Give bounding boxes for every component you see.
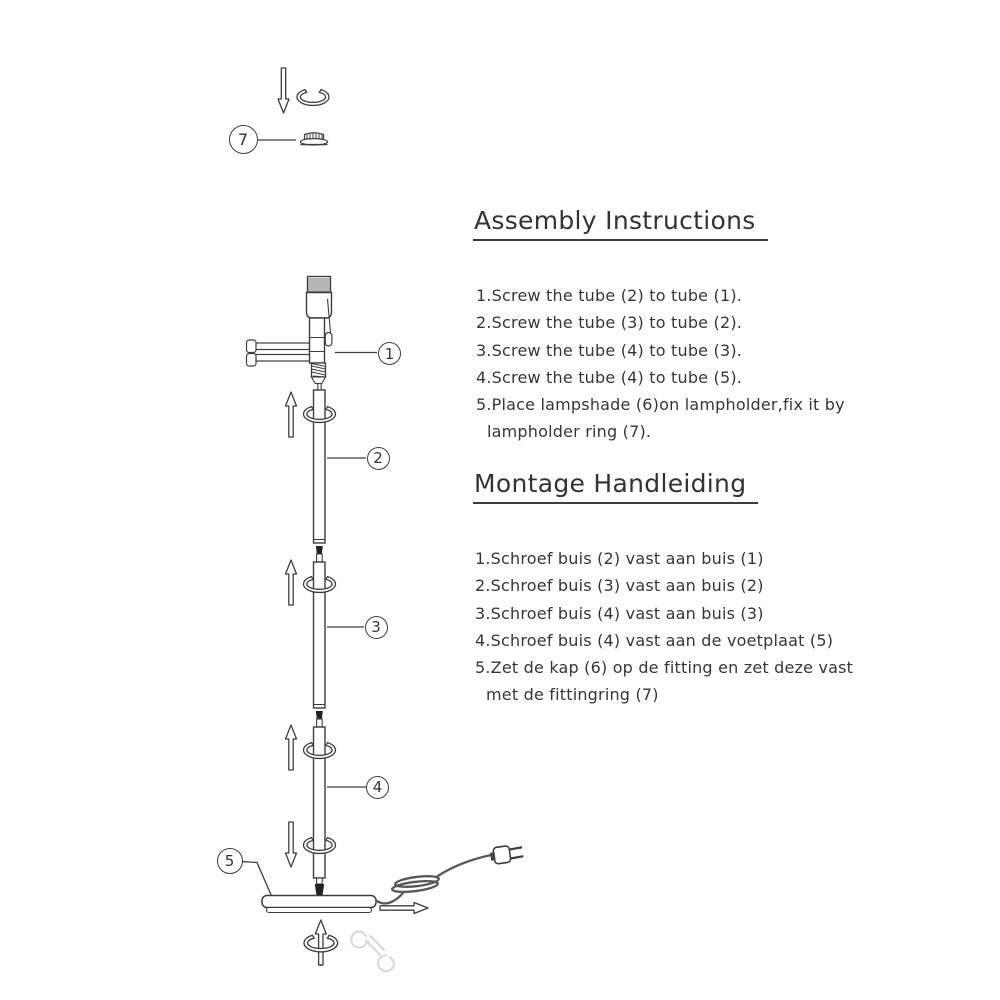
instruction-step: 5.Zet de kap (6) op de fitting en zet deze vast — [475, 658, 854, 678]
instruction-step: 2.Screw the tube (3) to tube (2). — [476, 313, 743, 333]
part-label-5 — [217, 848, 243, 874]
instruction-step: 4.Screw the tube (4) to tube (5). — [476, 367, 743, 387]
lampholder-drawing — [247, 277, 378, 393]
english-section-title: Assembly Instructions — [473, 206, 768, 241]
label-5-leader-line — [242, 862, 272, 897]
part-label-2 — [367, 447, 390, 470]
instruction-step: 3.Screw the tube (4) to tube (3). — [476, 340, 743, 360]
part-label-5-text: 5 — [224, 851, 235, 870]
part-label-3 — [365, 616, 388, 639]
up-arrow-icon — [315, 920, 326, 965]
power-plug-icon — [489, 844, 523, 865]
instruction-step: 1.Screw the tube (2) to tube (1). — [476, 286, 743, 305]
instruction-step: 1.Schroef buis (2) vast aan buis (1) — [475, 549, 764, 568]
up-arrow-icon — [286, 560, 297, 605]
dutch-section-title: Montage Handleiding — [473, 469, 758, 504]
part-label-1 — [378, 342, 401, 365]
wrench-icon — [351, 932, 394, 972]
instruction-step: 5.Place lampshade (6)on lampholder,fix it by — [476, 395, 845, 415]
base-screw-hint — [304, 920, 394, 971]
part-label-2-text: 2 — [373, 449, 383, 467]
dutch-instructions-section — [473, 469, 903, 504]
up-arrow-icon — [286, 725, 297, 770]
instruction-step-continuation: met de fittingring (7) — [486, 685, 659, 705]
part-label-7 — [229, 125, 258, 154]
down-arrow-icon — [286, 822, 297, 867]
english-instruction-list — [476, 282, 896, 446]
instruction-step: 2.Schroef buis (3) vast aan buis (2) — [475, 576, 764, 596]
lampholder-ring-drawing — [257, 133, 328, 145]
tube-3-drawing — [286, 560, 365, 727]
up-arrow-icon — [286, 392, 297, 437]
part-label-4-text: 4 — [372, 778, 383, 796]
power-cord-drawing — [377, 855, 491, 903]
instruction-step: 4.Schroef buis (4) vast aan de voetplaat (5) — [475, 630, 834, 650]
part-label-1-text: 1 — [384, 344, 395, 363]
tube-2-drawing — [286, 390, 367, 562]
rotate-icon — [297, 90, 329, 106]
base-plate-drawing — [242, 844, 524, 914]
part-label-7-text: 7 — [237, 129, 249, 149]
insert-down-arrow-icon — [278, 68, 289, 113]
tube-4-drawing — [286, 725, 367, 895]
english-instructions-section — [473, 206, 903, 241]
instruction-step: 3.Schroef buis (4) vast aan buis (3) — [475, 603, 764, 623]
part-label-3-text: 3 — [371, 618, 381, 636]
dutch-instruction-list — [475, 545, 905, 709]
instruction-step-continuation: lampholder ring (7). — [487, 422, 652, 442]
part-label-4 — [366, 776, 389, 799]
